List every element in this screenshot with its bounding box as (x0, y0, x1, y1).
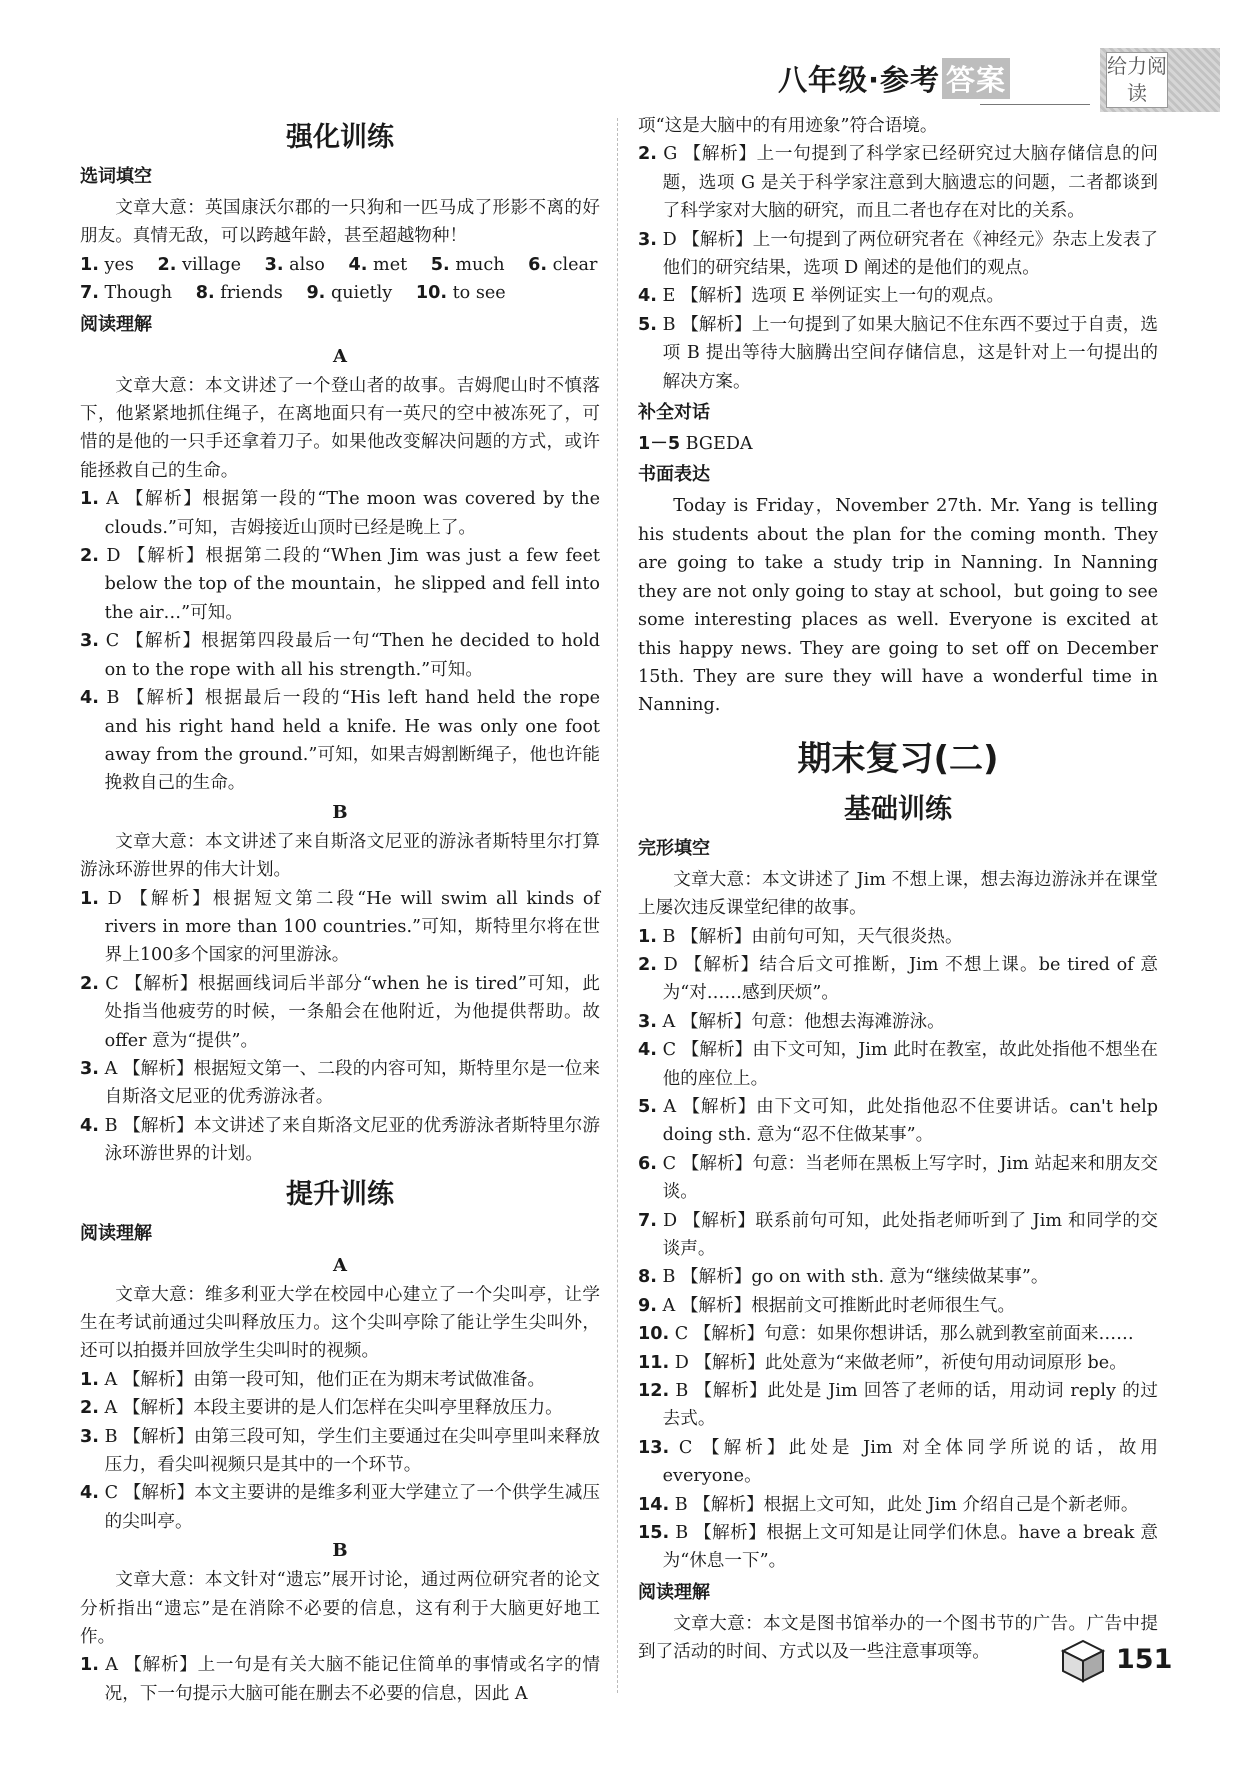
page-number (1060, 1638, 1200, 1698)
fill-answer: 9. quietly (306, 283, 393, 304)
answer-item: 1. A 【解析】根据第一段的“The moon was covered by the clouds.”可知，吉姆接近山顶时已经是晚上了。 (80, 489, 600, 538)
answer-item: 3. C 【解析】根据第四段最后一句“Then he decided to hold on to the rope with all his strength.”可知。 (80, 631, 601, 680)
right-column (638, 112, 1158, 1667)
answer-item: 1. D 【解析】根据短文第二段“He will swim all kinds of rivers in more than 100 countries.”可知，斯特里尔将在世界上100多个国家的河里游泳。 (80, 888, 600, 966)
summary: 文章大意：维多利亚大学在校园中心建立了一个尖叫亭，让学生在考试前通过尖叫释放压力。这个尖叫亭除了能让学生尖叫外，还可以拍摄并回放学生尖叫时的视频。 (80, 1284, 600, 1362)
fill-answer: 2. village (157, 254, 242, 275)
answer-item: 8. B 【解析】go on with sth. 意为“继续做某事”。 (638, 1267, 1049, 1288)
logo-text: 给力阅读 (1106, 52, 1168, 108)
answer-item: 2. G 【解析】上一句提到了科学家已经研究过大脑存储信息的问题，选项 G 是关于科学家注意到大脑遗忘的问题，二者都谈到了科学家对大脑的研究，而且二者也存在对比的关系。 (638, 144, 1159, 222)
chapter-title: 期末复习(二) (797, 738, 999, 779)
section-title: 强化训练 (286, 122, 394, 153)
answer-item: 4. E 【解析】选项 E 举例证实上一句的观点。 (638, 286, 1005, 307)
answer-item: 4. B 【解析】根据最后一段的“His left hand held the rope and his right hand held a knife. He was only one foot away from the ground.”可知，如果吉姆割断绳子，他也许能挽救自己的生命。 (80, 688, 600, 794)
subsection-title: 阅读理解 (80, 313, 152, 335)
passage-label: B (332, 1540, 348, 1562)
section-title: 提升训练 (286, 1178, 394, 1210)
answer-item: 1. A 【解析】上一句是有关大脑不能记住简单的事情或名字的情况，下一句提示大脑可能在删去不必要的信息，因此 A (80, 1655, 600, 1704)
answer-continuation: 项“这是大脑中的有用迹象”符合语境。 (638, 116, 938, 136)
fill-answer: 1. yes (80, 254, 134, 275)
answer-item: 2. A 【解析】本段主要讲的是人们怎样在尖叫亭里释放压力。 (80, 1398, 563, 1419)
passage-label: A (333, 345, 347, 367)
answer-item: 6. C 【解析】句意：当老师在黑板上写字时，Jim 站起来和朋友交谈。 (638, 1153, 1158, 1203)
answer-item: 15. B 【解析】根据上文可知是让同学们休息。have a break 意为“休息一下”。 (638, 1523, 1159, 1572)
cube-icon (1060, 1638, 1106, 1684)
header-rule (980, 104, 1090, 105)
answer-item: 14. B 【解析】根据上文可知，此处 Jim 介绍自己是个新老师。 (638, 1494, 1139, 1515)
logo (1100, 48, 1220, 112)
summary: 文章大意：本文讲述了一个登山者的故事。吉姆爬山时不慎落下，他紧紧地抓住绳子，在离地面只有一英尺的空中被冻死了，可惜的是他的一只手还拿着刀子。如果他改变解决问题的方式，或许能拯救自己的生命。 (80, 375, 600, 481)
fill-answer: 6. clear (528, 254, 598, 275)
fill-answer: 10. to see (415, 283, 506, 304)
summary: 文章大意：本文讲述了 Jim 不想上课，想去海边游泳并在课堂上屡次违反课堂纪律的故事。 (638, 869, 1158, 919)
fill-answer: 8. friends (195, 283, 283, 304)
essay: Today is Friday，November 27th. Mr. Yang is telling his students about the plan for the coming month. They are going to take a study trip in Nanning. In Nanning they are not only going to stay at school，but going to see some interesting places as well. Everyone is excited at this happy news. They are going to set off on December 15th. They are sure they will have a wonderful time in Nanning. (638, 496, 1158, 716)
passage-label: B (332, 801, 348, 823)
answer-item: 3. A 【解析】根据短文第一、二段的内容可知，斯特里尔是一位来自斯洛文尼亚的优秀游泳者。 (80, 1058, 600, 1108)
answer-item: 7. D 【解析】联系前句可知，此处指老师听到了 Jim 和同学的交谈声。 (638, 1210, 1159, 1259)
subsection-title: 补全对话 (638, 402, 710, 424)
answer-item: 2. D 【解析】根据第二段的“When Jim was just a few feet below the top of the mountain，he slipped and fell into the air…”可知。 (80, 546, 600, 623)
answer-item: 4. C 【解析】由下文可知，Jim 此时在教室，故此处指他不想坐在他的座位上。 (638, 1040, 1158, 1089)
summary: 文章大意：英国康沃尔郡的一只狗和一匹马成了形影不离的好朋友。真情无敌，可以跨越年龄，甚至超越物种！ (80, 198, 600, 247)
header-answer-badge: 答案 (942, 58, 1010, 99)
passage-label: A (333, 1254, 347, 1276)
answer-item: 4. C 【解析】本文主要讲的是维多利亚大学建立了一个供学生减压的尖叫亭。 (80, 1483, 601, 1532)
column-divider (617, 118, 618, 1693)
fill-answers-row (80, 251, 600, 279)
summary: 文章大意：本文讲述了来自斯洛文尼亚的游泳者斯特里尔打算游泳环游世界的伟大计划。 (80, 831, 600, 881)
answer-item: 4. B 【解析】本文讲述了来自斯洛文尼亚的优秀游泳者斯特里尔游泳环游世界的计划。 (80, 1115, 601, 1165)
answer-item: 2. C 【解析】根据画线词后半部分“when he is tired”可知，此处指当他疲劳的时候，一条船会在他附近，为他提供帮助。故 offer 意为“提供”。 (80, 973, 601, 1051)
page-header (0, 40, 1250, 120)
answer-item: 3. D 【解析】上一句提到了两位研究者在《神经元》杂志上发表了他们的研究结果，选项 D 阐述的是他们的观点。 (638, 229, 1159, 279)
fill-answer: 5. much (430, 254, 505, 275)
fill-answer: 4. met (348, 254, 408, 275)
answer-item: 13. C 【解析】此处是 Jim 对全体同学所说的话，故用 everyone。 (638, 1437, 1158, 1487)
summary: 文章大意：本文是图书馆举办的一个图书节的广告。广告中提到了活动的时间、方式以及一些注意事项等。 (638, 1613, 1158, 1663)
fill-answer: 3. also (264, 254, 325, 275)
answer-item: 9. A 【解析】根据前文可推断此时老师很生气。 (638, 1295, 1016, 1316)
answer-item: 12. B 【解析】此处是 Jim 回答了老师的话，用动词 reply 的过去式。 (638, 1381, 1158, 1430)
subsection-title: 阅读理解 (80, 1222, 152, 1244)
answer-item: 3. A 【解析】句意：他想去海滩游泳。 (638, 1011, 945, 1032)
subsection-title: 阅读理解 (638, 1581, 710, 1603)
answer-item: 5. B 【解析】上一句提到了如果大脑记不住东西不要过于自责，选项 B 提出等待大脑腾出空间存储信息，这是针对上一句提出的解决方案。 (638, 314, 1159, 392)
page-number-text: 151 (1116, 1644, 1173, 1675)
fill-answer: 7. Though (80, 283, 173, 304)
header-title: 八年级·参考 答案 (778, 58, 1010, 99)
answer-item: 1. B 【解析】由前句可知，天气很炎热。 (638, 926, 963, 947)
answer-item: 2. D 【解析】结合后文可推断，Jim 不想上课。be tired of 意为“对……感到厌烦”。 (638, 954, 1158, 1004)
answer-item: 1. A 【解析】由第一段可知，他们正在为期末考试做准备。 (80, 1369, 546, 1390)
summary: 文章大意：本文针对“遗忘”展开讨论，通过两位研究者的论文分析指出“遗忘”是在消除不必要的信息，这有利于大脑更好地工作。 (80, 1570, 600, 1648)
answer-item: 5. A 【解析】由下文可知，此处指他忍不住要讲话。can't help doing sth. 意为“忍不住做某事”。 (638, 1096, 1158, 1146)
subsection-title: 选词填空 (80, 166, 152, 187)
dialog-answers: 1－5 BGEDA (638, 434, 753, 455)
subsection-title: 完形填空 (638, 837, 710, 859)
fill-answers-row (80, 279, 600, 307)
section-title: 基础训练 (844, 793, 952, 825)
left-column (80, 112, 600, 1708)
answer-item: 3. B 【解析】由第三段可知，学生们主要通过在尖叫亭里叫来释放压力，看尖叫视频只是其中的一个环节。 (80, 1426, 601, 1476)
subsection-title: 书面表达 (638, 464, 710, 486)
answer-item: 11. D 【解析】此处意为“来做老师”，祈使句用动词原形 be。 (638, 1352, 1127, 1373)
answer-item: 10. C 【解析】句意：如果你想讲话，那么就到教室前面来…… (638, 1324, 1134, 1345)
